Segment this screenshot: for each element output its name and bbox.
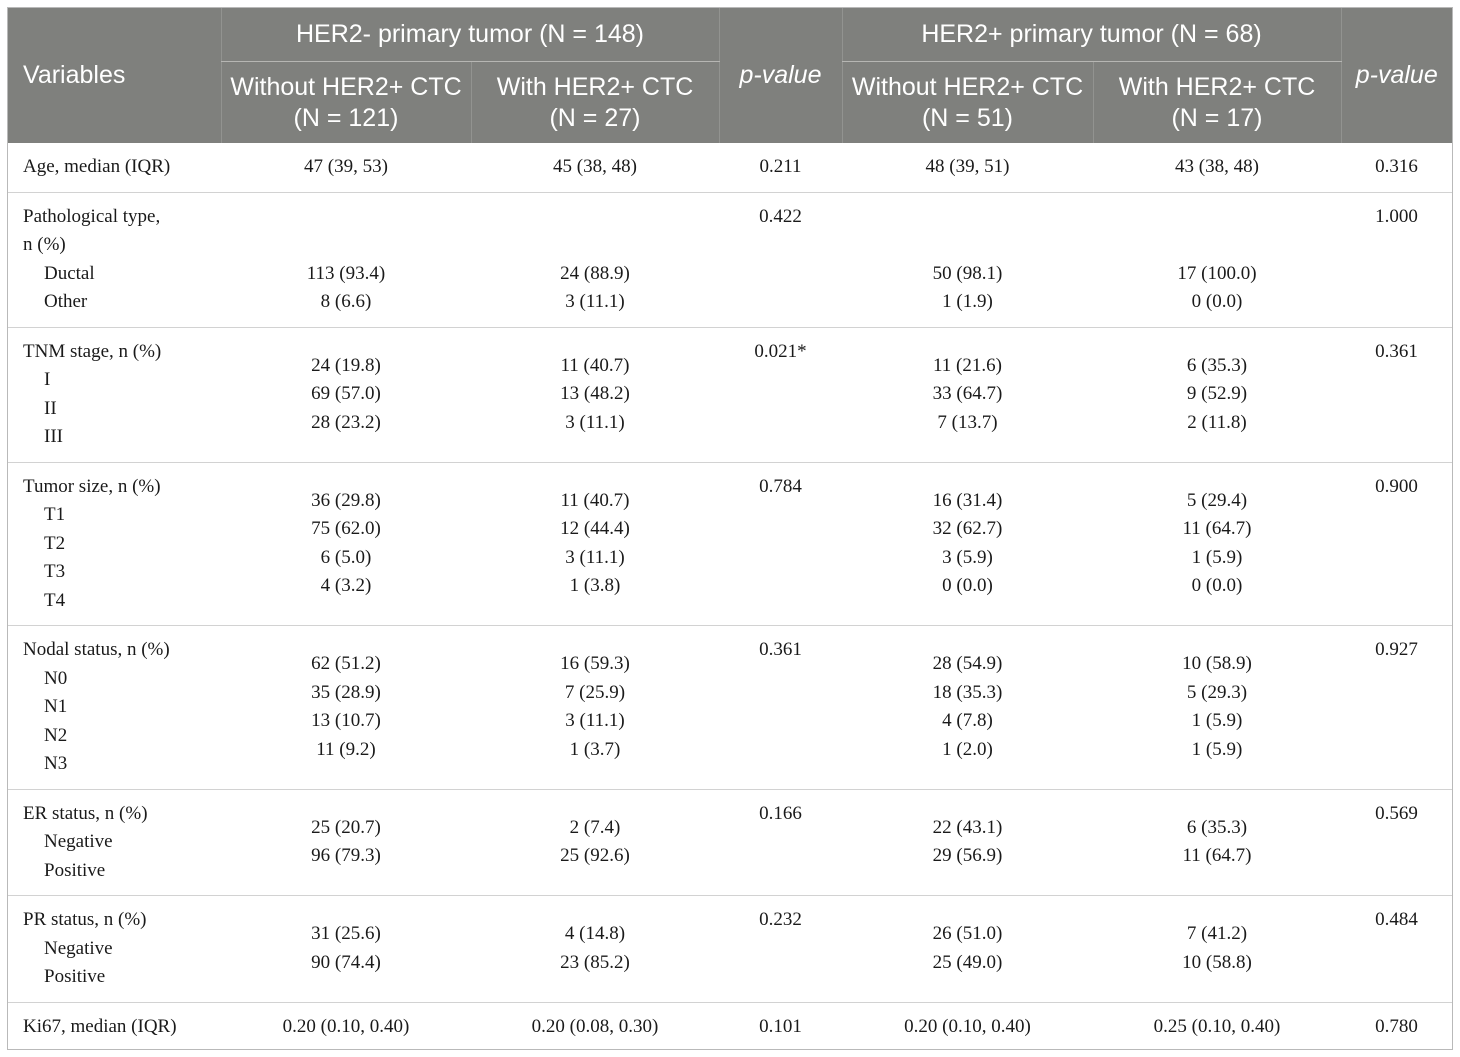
cell-pos-without-ctc	[842, 1002, 1093, 1050]
value: 28 (23.2)	[311, 411, 381, 433]
variable-sublabel: III	[44, 426, 63, 447]
value: 12 (44.4)	[560, 518, 630, 540]
cell-pos-without-ctc	[842, 192, 1093, 327]
cell-neg-without-ctc	[221, 327, 471, 462]
value: 25 (49.0)	[932, 951, 1003, 973]
value: 7 (13.7)	[937, 411, 998, 433]
value: 4 (7.8)	[942, 710, 993, 732]
value: 6 (35.3)	[1186, 354, 1248, 376]
value: 5 (29.4)	[1186, 489, 1248, 511]
header-p-value-2: p-value	[1341, 8, 1452, 143]
cell-pos-with-ctc	[1093, 192, 1341, 327]
cell-pos-without-ctc	[842, 143, 1093, 192]
variable-sublabel: N3	[44, 753, 68, 774]
value: 0 (0.0)	[1191, 575, 1243, 597]
variable-label-cell	[8, 192, 221, 327]
cell-neg-with-ctc	[471, 626, 719, 790]
value: 36 (29.8)	[311, 489, 381, 511]
cell-neg-without-ctc	[221, 789, 471, 896]
table-row	[8, 896, 1452, 1003]
cell-pos-with-ctc	[1093, 462, 1341, 626]
header-p-value-1: p-value	[719, 8, 842, 143]
cell-neg-without-ctc	[221, 462, 471, 626]
value: 11 (40.7)	[560, 354, 630, 376]
cell-pos-with-ctc	[1093, 1002, 1341, 1050]
value: 11 (40.7)	[560, 489, 630, 511]
variable-label-cell	[8, 462, 221, 626]
cell-p-value-1	[719, 327, 842, 462]
value: 45 (38, 48)	[553, 156, 637, 177]
variable-label: TNM stage, n (%)	[23, 340, 162, 362]
p-value: 1.000	[1375, 205, 1418, 227]
p-value: 0.166	[759, 802, 802, 824]
table-row	[8, 462, 1452, 626]
value: 1 (1.9)	[942, 291, 993, 312]
value: 43 (38, 48)	[1175, 156, 1259, 177]
value: 11 (64.7)	[1182, 845, 1252, 867]
p-value: 0.927	[1375, 639, 1418, 660]
p-value: 0.316	[1375, 156, 1418, 177]
p-value: 0.361	[759, 639, 802, 660]
value: 8 (6.6)	[320, 291, 372, 312]
variable-sublabel: I	[44, 369, 51, 390]
value: 23 (85.2)	[560, 951, 630, 973]
table-row	[8, 789, 1452, 896]
value: 11 (64.7)	[1182, 518, 1252, 540]
header-line: (N = 17)	[1171, 103, 1263, 132]
cell-neg-with-ctc	[471, 1002, 719, 1050]
value: 0 (0.0)	[942, 575, 993, 597]
cell-p-value-2	[1341, 626, 1452, 790]
value: 5 (29.3)	[1186, 681, 1248, 703]
value: 3 (5.9)	[942, 546, 993, 568]
cell-neg-without-ctc	[221, 896, 471, 1003]
cell-p-value-1	[719, 143, 842, 192]
cell-p-value-2	[1341, 789, 1452, 896]
p-value: 0.361	[1375, 340, 1418, 362]
variable-label-cell	[8, 143, 221, 192]
variable-sublabel: Negative	[44, 937, 113, 959]
variable-sublabel: T2	[44, 532, 66, 554]
value: 10 (58.9)	[1182, 653, 1252, 675]
header-line: With HER2+ CTC	[1118, 72, 1316, 101]
value: 7 (25.9)	[564, 681, 626, 703]
table-row	[8, 143, 1452, 192]
variable-label-cell	[8, 789, 221, 896]
value: 90 (74.4)	[311, 951, 381, 973]
value: 4 (3.2)	[320, 575, 372, 597]
variable-sublabel: N2	[44, 724, 68, 746]
cell-pos-without-ctc	[842, 896, 1093, 1003]
value: 18 (35.3)	[932, 681, 1003, 703]
cell-pos-with-ctc	[1093, 896, 1341, 1003]
header-pos-with-ctc	[1093, 62, 1341, 144]
header-line: (N = 121)	[293, 103, 399, 132]
value: 33 (64.7)	[932, 383, 1003, 405]
p-value: 0.232	[759, 909, 802, 930]
cell-p-value-1	[719, 1002, 842, 1050]
value: 2 (7.4)	[569, 816, 621, 838]
variable-label-cell	[8, 1002, 221, 1050]
cell-neg-without-ctc	[221, 143, 471, 192]
p-value: 0.900	[1375, 475, 1418, 497]
value: 31 (25.6)	[311, 923, 381, 945]
header-line: Without HER2+ CTC	[851, 72, 1084, 101]
value: 0.20 (0.08, 0.30)	[531, 1015, 659, 1037]
variable-label: Age, median (IQR)	[23, 156, 171, 177]
cell-neg-with-ctc	[471, 789, 719, 896]
value: 48 (39, 51)	[925, 156, 1010, 177]
variable-sublabel: II	[44, 397, 57, 419]
variable-sublabel: T3	[44, 561, 66, 582]
value: 69 (57.0)	[311, 383, 381, 405]
cell-p-value-1	[719, 192, 842, 327]
p-value: 0.422	[759, 205, 802, 227]
value: 96 (79.3)	[311, 845, 381, 867]
value: 6 (35.3)	[1186, 816, 1248, 838]
value: 0.20 (0.10, 0.40)	[282, 1015, 410, 1037]
cell-p-value-1	[719, 789, 842, 896]
value: 1 (2.0)	[942, 738, 993, 760]
value: 1 (3.7)	[569, 738, 621, 760]
value: 6 (5.0)	[320, 546, 372, 568]
variable-label: ER status, n (%)	[23, 802, 148, 824]
header-pos-without-ctc	[842, 62, 1093, 144]
variable-sublabel: Positive	[44, 966, 106, 987]
value: 1 (5.9)	[1191, 546, 1243, 568]
cell-neg-with-ctc	[471, 192, 719, 327]
cell-p-value-1	[719, 626, 842, 790]
value: 3 (11.1)	[565, 411, 625, 433]
value: 28 (54.9)	[932, 653, 1003, 675]
cell-neg-without-ctc	[221, 192, 471, 327]
cell-pos-without-ctc	[842, 789, 1093, 896]
variable-label: Nodal status, n (%)	[23, 639, 170, 660]
header-group-her2-negative: HER2- primary tumor (N = 148)	[221, 8, 719, 62]
value: 0.25 (0.10, 0.40)	[1153, 1015, 1281, 1037]
header-group-her2-positive: HER2+ primary tumor (N = 68)	[842, 8, 1341, 62]
cell-p-value-2	[1341, 327, 1452, 462]
variable-label: Tumor size, n (%)	[23, 475, 161, 497]
value: 22 (43.1)	[932, 816, 1003, 838]
variable-sublabel: Positive	[44, 859, 106, 881]
value: 1 (5.9)	[1191, 738, 1243, 760]
header-line: With HER2+ CTC	[496, 72, 694, 101]
table-row	[8, 1002, 1452, 1050]
value: 3 (11.1)	[565, 291, 625, 312]
header-line: Without HER2+ CTC	[230, 72, 462, 101]
table-row	[8, 327, 1452, 462]
p-value: 0.101	[759, 1015, 802, 1037]
table-body	[8, 143, 1452, 1050]
cell-p-value-2	[1341, 896, 1452, 1003]
header-neg-without-ctc	[221, 62, 471, 144]
value: 75 (62.0)	[311, 518, 381, 540]
variable-label-cell	[8, 626, 221, 790]
results-table	[8, 8, 1452, 1050]
variable-label-cell	[8, 896, 221, 1003]
variable-sublabel: Ductal	[44, 262, 95, 284]
p-value: 0.484	[1375, 909, 1418, 930]
value: 11 (9.2)	[316, 738, 376, 760]
table-row	[8, 192, 1452, 327]
variable-sublabel: T1	[44, 504, 66, 525]
results-table-frame	[7, 7, 1453, 1050]
value: 24 (88.9)	[560, 262, 630, 284]
value: 0.20 (0.10, 0.40)	[904, 1015, 1031, 1037]
variable-label: PR status, n (%)	[23, 909, 147, 930]
cell-pos-without-ctc	[842, 626, 1093, 790]
variable-sublabel: N0	[44, 667, 68, 689]
value: 1 (5.9)	[1191, 710, 1243, 732]
cell-p-value-2	[1341, 1002, 1452, 1050]
cell-p-value-2	[1341, 462, 1452, 626]
value: 50 (98.1)	[932, 262, 1003, 284]
value: 3 (11.1)	[565, 710, 625, 732]
value: 29 (56.9)	[932, 845, 1003, 867]
p-value: 0.784	[759, 475, 802, 497]
variable-sublabel: T4	[44, 589, 66, 611]
variable-sublabel: Negative	[44, 831, 113, 852]
variable-label: Pathological type,	[23, 205, 161, 227]
cell-p-value-1	[719, 462, 842, 626]
variable-sublabel: N1	[44, 696, 68, 717]
cell-neg-with-ctc	[471, 143, 719, 192]
cell-pos-with-ctc	[1093, 327, 1341, 462]
value: 7 (41.2)	[1186, 923, 1248, 945]
p-value: 0.021*	[754, 340, 807, 362]
value: 16 (31.4)	[932, 489, 1003, 511]
cell-neg-with-ctc	[471, 327, 719, 462]
value: 13 (10.7)	[311, 710, 381, 732]
cell-pos-without-ctc	[842, 462, 1093, 626]
value: 4 (14.8)	[564, 923, 626, 945]
cell-p-value-1	[719, 896, 842, 1003]
value: 17 (100.0)	[1177, 262, 1257, 284]
variable-sublabel: Other	[44, 291, 88, 312]
variable-label: n (%)	[23, 234, 66, 255]
value: 35 (28.9)	[311, 681, 381, 703]
value: 47 (39, 53)	[304, 156, 388, 177]
table-row	[8, 626, 1452, 790]
p-value: 0.780	[1375, 1015, 1418, 1037]
cell-neg-with-ctc	[471, 896, 719, 1003]
cell-pos-with-ctc	[1093, 626, 1341, 790]
header-variables: Variables	[8, 8, 221, 143]
cell-neg-with-ctc	[471, 462, 719, 626]
cell-pos-without-ctc	[842, 327, 1093, 462]
value: 32 (62.7)	[932, 518, 1003, 540]
value: 1 (3.8)	[569, 575, 621, 597]
value: 10 (58.8)	[1182, 951, 1252, 973]
cell-p-value-2	[1341, 143, 1452, 192]
table-header	[8, 8, 1452, 143]
value: 24 (19.8)	[311, 354, 381, 376]
value: 9 (52.9)	[1186, 383, 1248, 405]
value: 113 (93.4)	[306, 262, 386, 284]
variable-label-cell	[8, 327, 221, 462]
value: 62 (51.2)	[311, 653, 381, 675]
variable-label: Ki67, median (IQR)	[23, 1015, 177, 1037]
cell-neg-without-ctc	[221, 626, 471, 790]
header-neg-with-ctc	[471, 62, 719, 144]
header-line: (N = 51)	[921, 103, 1013, 132]
p-value: 0.569	[1375, 802, 1418, 824]
p-value: 0.211	[759, 156, 802, 177]
header-line: (N = 27)	[549, 103, 641, 132]
cell-neg-without-ctc	[221, 1002, 471, 1050]
value: 13 (48.2)	[560, 383, 630, 405]
cell-pos-with-ctc	[1093, 789, 1341, 896]
value: 11 (21.6)	[933, 354, 1002, 376]
value: 25 (20.7)	[311, 816, 381, 838]
value: 26 (51.0)	[932, 923, 1003, 945]
cell-p-value-2	[1341, 192, 1452, 327]
value: 0 (0.0)	[1191, 291, 1243, 312]
value: 3 (11.1)	[565, 546, 625, 568]
value: 25 (92.6)	[560, 845, 630, 867]
cell-pos-with-ctc	[1093, 143, 1341, 192]
value: 2 (11.8)	[1187, 411, 1247, 433]
value: 16 (59.3)	[560, 653, 630, 675]
